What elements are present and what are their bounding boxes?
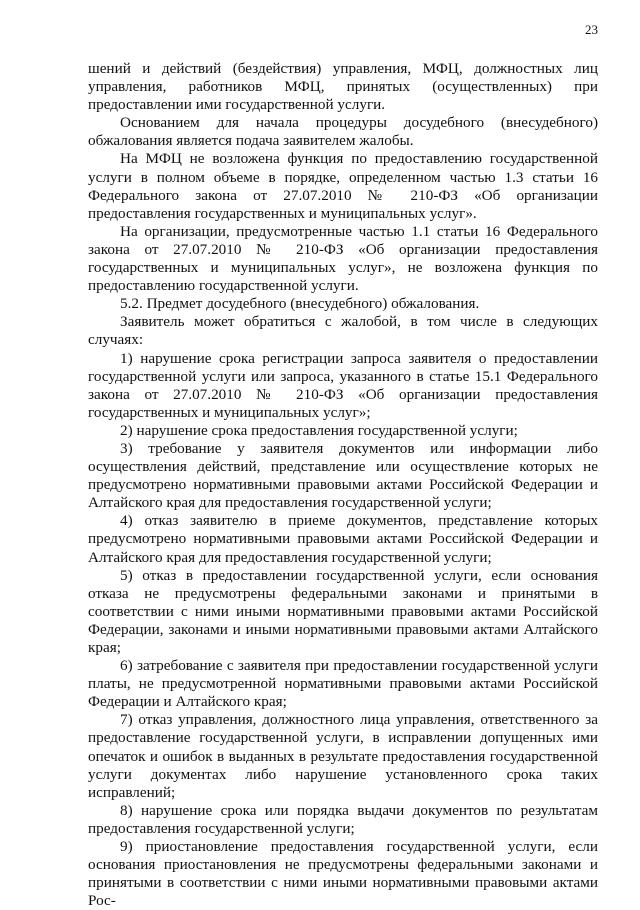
list-item-4: 4) отказ заявителю в приеме документов, представление которых предусмотрено нормативными правовыми актами Российской Федерации и Алтайского края для предоставления государственной услуги; [88, 512, 598, 566]
paragraph-grounds-for-appeal: Основанием для начала процедуры досудебного (внесудебного) обжалования является подача заявителем жалобы. [88, 114, 598, 150]
list-item-6: 6) затребование с заявителя при предоставлении государственной услуги платы, не предусмотренной нормативными правовыми актами Российской Федерации и Алтайского края; [88, 657, 598, 711]
list-item-5: 5) отказ в предоставлении государственной услуги, если основания отказа не предусмотрены федеральными законами и принятыми в соответствии с ними иными нормативными правовыми актами Российской Федерации, законами и иными нормативными правовыми актами Алтайского края; [88, 566, 598, 656]
page-number: 23 [585, 22, 598, 37]
list-item-7: 7) отказ управления, должностного лица управления, ответственного за предоставление государственной услуги, в исправлении допущенных ими опечаток и ошибок в выданных в результате предоставления государственной услуги документах либо нарушение установленного срока таких исправлений; [88, 711, 598, 801]
list-item-8: 8) нарушение срока или порядка выдачи документов по результатам предоставления государственной услуги; [88, 801, 598, 837]
paragraph-mfc-function: На МФЦ не возложена функция по предоставлению государственной услуги в полном объеме в порядке, определенном частью 1.3 статьи 16 Федерального закона от 27.07.2010 № 210-ФЗ «Об организации предоставления государственных и муниципальных услуг». [88, 150, 598, 222]
paragraph-continuation: шений и действий (бездействия) управления, МФЦ, должностных лиц управления, работников МФЦ, принятых (осуществленных) при предоставлении ими государственной услуги. [88, 60, 598, 114]
list-item-3: 3) требование у заявителя документов или информации либо осуществления действий, представление или осуществление которых не предусмотрено нормативными правовыми актами Российской Федерации и Алтайского края для предоставления государственной услуги; [88, 439, 598, 512]
list-item-1: 1) нарушение срока регистрации запроса заявителя о предоставлении государственной услуги или запроса, указанного в статье 15.1 Федерального закона от 27.07.2010 № 210-ФЗ «Об организации предоставления государственных и муниципальных услуг»; [88, 349, 598, 421]
list-item-9: 9) приостановление предоставления государственной услуги, если основания приостановления не предусмотрены федеральными законами и принятыми в соответствии с ними иными нормативными правовыми актами Рос- [88, 838, 598, 910]
paragraph-organizations-function: На организации, предусмотренные частью 1.1 статьи 16 Федерального закона от 27.07.2010 № 210-ФЗ «Об организации предоставления государственных и муниципальных услуг», не возложена функция по предоставлению государственной услуги. [88, 222, 598, 295]
document-body [88, 60, 598, 910]
paragraph-complaint-cases: Заявитель может обратиться с жалобой, в том числе в следующих случаях: [88, 313, 598, 349]
section-heading-5-2: 5.2. Предмет досудебного (внесудебного) обжалования. [120, 295, 480, 313]
list-item-2: 2) нарушение срока предоставления государственной услуги; [120, 421, 518, 439]
